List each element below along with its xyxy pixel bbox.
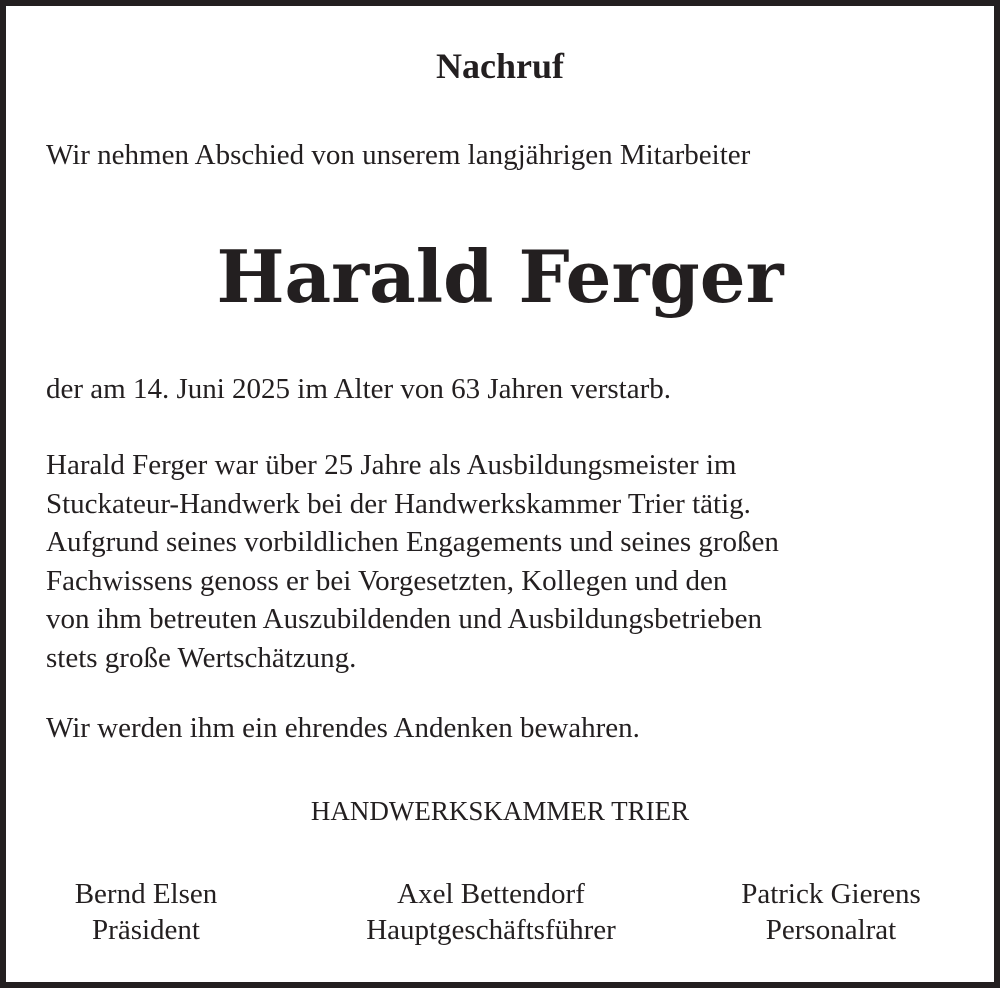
body-line: von ihm betreuten Auszubildenden und Ausbildungsbetrieben [46,603,763,635]
notice-heading: Nachruf [436,46,564,86]
body-line: stets große Wertschätzung. [46,641,357,674]
signatory [26,876,266,948]
signatory-name: Patrick Gierens [741,878,921,910]
deceased-name: Harald Ferger [216,234,784,319]
body-line: Aufgrund seines vorbildlichen Engagements und seines großen [46,526,779,558]
body-line: Fachwissens genoss er bei Vorgesetzten, Kollegen und den [46,564,728,597]
signatory [296,876,686,948]
signatory-role: Hauptgeschäftsführer [366,914,616,946]
signatory-role: Personalrat [765,914,897,946]
intro-text: Wir nehmen Abschied von unserem langjährigen Mitarbeiter [46,139,751,171]
body-line: Stuckateur-Handwerk bei der Handwerkskammer Trier tätig. [46,487,751,520]
signatory-role: Präsident [92,914,200,946]
closing-text: Wir werden ihm ein ehrendes Andenken bewahren. [46,712,640,744]
signatory [696,876,966,948]
obituary-notice [6,6,994,982]
organization-name: HANDWERKSKAMMER TRIER [310,796,690,826]
death-line: der am 14. Juni 2025 im Alter von 63 Jahren verstarb. [46,373,671,405]
signatory-name: Axel Bettendorf [397,878,585,910]
signatory-name: Bernd Elsen [74,878,218,910]
body-line: Harald Ferger war über 25 Jahre als Ausbildungsmeister im [46,449,737,481]
body-paragraph [46,446,779,677]
